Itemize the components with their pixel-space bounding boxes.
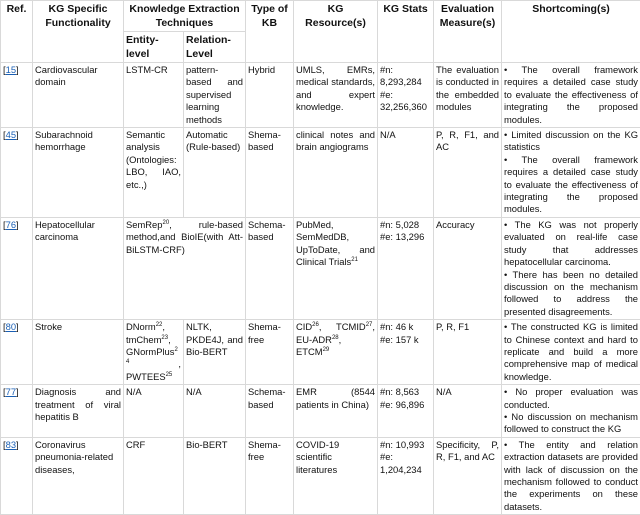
kb-type-cell: Shema-based — [246, 128, 294, 218]
stat-line: #e: 32,256,360 — [380, 89, 431, 114]
shortcomings-cell — [502, 437, 640, 514]
footnote-marker: 21 — [351, 257, 358, 263]
footnote-marker: 23 — [161, 334, 168, 340]
footnote-marker: 24 — [126, 347, 178, 365]
stat-line: #n: 8,563 — [380, 386, 431, 398]
text-segment: , PWTEES — [126, 358, 181, 381]
text-segment: PubMed, SemMedDB, UpToDate, and Clinical Trials — [296, 219, 375, 267]
text-segment: NLTK, PKDE4J, and Bio-BERT — [186, 321, 243, 357]
shortcoming-item: • Limited discussion on the KG statistics — [504, 129, 638, 154]
footnote-marker: 29 — [323, 347, 330, 353]
text-segment: LSTM-CR — [126, 64, 168, 75]
header-extraction: Knowledge Extraction Techniques — [124, 1, 246, 32]
stat-line: #e: 13,296 — [380, 231, 431, 243]
resources-cell — [294, 437, 378, 514]
relation-level-cell — [184, 63, 246, 128]
text-segment: CRF — [126, 439, 145, 450]
table-row — [1, 437, 640, 514]
evaluation-cell: N/A — [434, 385, 502, 438]
functionality-cell: Coronavirus pneumonia-related diseases, — [33, 437, 124, 514]
text-segment: Automatic (Rule-based) — [186, 129, 240, 152]
resources-cell — [294, 385, 378, 438]
kb-type-cell: Schema-based — [246, 385, 294, 438]
shortcoming-item: • There has been no detailed discussion on the mechanism followed to address the presented disagreements. — [504, 269, 638, 319]
kb-type-cell: Shema-free — [246, 320, 294, 385]
text-segment: N/A — [186, 386, 202, 397]
table-body — [1, 63, 640, 515]
text-segment: Semantic analysis (Ontologies: LBO, IAO, etc.,) — [126, 129, 181, 190]
header-shortcomings: Shortcoming(s) — [502, 1, 640, 63]
reference-link[interactable]: 80 — [6, 321, 16, 332]
reference-link[interactable]: 77 — [6, 386, 16, 397]
resources-cell — [294, 63, 378, 128]
text-segment: COVID-19 scientific literatures — [296, 439, 339, 475]
resources-cell — [294, 217, 378, 319]
reference-link[interactable]: 45 — [6, 129, 16, 140]
functionality-cell: Cardiovascular domain — [33, 63, 124, 128]
text-segment: , TCMID — [319, 321, 366, 332]
stat-line: #n: 46 k — [380, 321, 431, 333]
shortcoming-item: • The constructed KG is limited to Chinese context and hard to replicate and build a more comprehensive map of medical knowledge. — [504, 321, 638, 383]
text-segment: EMR (8544 patients in China) — [296, 386, 375, 409]
text-segment: pattern-based and supervised learning methods — [186, 64, 243, 125]
text-segment: DNorm — [126, 321, 156, 332]
header-entity: Entity-level — [124, 32, 184, 63]
stats-cell — [378, 63, 434, 128]
kb-type-cell: Schema-based — [246, 217, 294, 319]
ref-cell: [77] — [1, 385, 33, 438]
stat-line: #e: 96,896 — [380, 399, 431, 411]
stat-line: #e: 157 k — [380, 334, 431, 346]
shortcoming-item: • No proper evaluation was conducted. — [504, 386, 638, 411]
footnote-marker: 20 — [162, 220, 169, 226]
stat-line: #n: 10,993 — [380, 439, 431, 451]
shortcomings-cell — [502, 128, 640, 218]
header-functionality: KG Specific Functionality — [33, 1, 124, 63]
text-segment: N/A — [126, 386, 142, 397]
table-row — [1, 217, 640, 319]
header-resources: KG Resource(s) — [294, 1, 378, 63]
evaluation-cell: P, R, F1, and AC — [434, 128, 502, 218]
footnote-marker: 28 — [332, 334, 339, 340]
header-evaluation: Evaluation Measure(s) — [434, 1, 502, 63]
table-row — [1, 385, 640, 438]
stats-cell — [378, 320, 434, 385]
kb-type-cell: Hybrid — [246, 63, 294, 128]
text-segment: , ETCM — [296, 334, 341, 357]
footnote-marker: 26 — [312, 322, 319, 328]
relation-level-cell — [184, 320, 246, 385]
text-segment: , rule-based method,and BioIE(with Att-BiLSTM-CRF) — [126, 219, 243, 255]
shortcoming-item: • The overall framework requires a detailed case study to evaluate the effectiveness of integrating the proposed modules. — [504, 154, 638, 216]
evaluation-cell: Specificity, P, R, F1, and AC — [434, 437, 502, 514]
footnote-marker: 22 — [156, 322, 163, 328]
relation-level-cell — [184, 437, 246, 514]
stats-cell — [378, 437, 434, 514]
shortcomings-cell — [502, 63, 640, 128]
functionality-cell: Stroke — [33, 320, 124, 385]
reference-link[interactable]: 15 — [6, 64, 16, 75]
ref-cell: [15] — [1, 63, 33, 128]
shortcoming-item: • The KG was not properly evaluated on real-life case study that addresses hepatocellular carcinoma. — [504, 219, 638, 269]
evaluation-cell: The evaluation is conducted in the embedded modules — [434, 63, 502, 128]
stats-cell — [378, 128, 434, 218]
stat-line: 1,204,234 — [380, 464, 431, 476]
stats-cell — [378, 385, 434, 438]
text-segment: CID — [296, 321, 312, 332]
stat-line: #n: 5,028 — [380, 219, 431, 231]
table-row — [1, 320, 640, 385]
shortcoming-item: • The overall framework requires a detailed case study to evaluate the effectiveness of integrating the proposed modules. — [504, 64, 638, 126]
stat-line: N/A — [380, 129, 431, 141]
text-segment: , EU-ADR — [296, 321, 375, 344]
resources-cell — [294, 320, 378, 385]
reference-link[interactable]: 76 — [6, 219, 16, 230]
functionality-cell: Subarachnoid hemorrhage — [33, 128, 124, 218]
kb-type-cell: Shema-free — [246, 437, 294, 514]
shortcomings-cell — [502, 320, 640, 385]
extraction-cell — [124, 217, 246, 319]
header-type: Type of KB — [246, 1, 294, 63]
entity-level-cell — [124, 385, 184, 438]
functionality-cell: Diagnosis and treatment of viral hepatitis B — [33, 385, 124, 438]
table-row — [1, 63, 640, 128]
entity-level-cell — [124, 128, 184, 218]
header-stats: KG Stats — [378, 1, 434, 63]
text-segment: UMLS, EMRs, medical standards, and expert knowledge. — [296, 64, 375, 112]
shortcomings-cell — [502, 385, 640, 438]
functionality-cell: Hepatocellular carcinoma — [33, 217, 124, 319]
text-segment: clinical notes and brain angiograms — [296, 129, 375, 152]
table-row — [1, 128, 640, 218]
stats-cell — [378, 217, 434, 319]
ref-cell: [83] — [1, 437, 33, 514]
ref-cell: [80] — [1, 320, 33, 385]
header-ref: Ref. — [1, 1, 33, 63]
entity-level-cell — [124, 437, 184, 514]
text-segment: Bio-BERT — [186, 439, 228, 450]
relation-level-cell — [184, 385, 246, 438]
evaluation-cell: Accuracy — [434, 217, 502, 319]
reference-link[interactable]: 83 — [6, 439, 16, 450]
stat-line: #e: — [380, 451, 431, 463]
text-segment: , tmChem — [126, 321, 165, 344]
footnote-marker: 27 — [366, 322, 373, 328]
stat-line: #n: 8,293,284 — [380, 64, 431, 89]
shortcomings-cell — [502, 217, 640, 319]
entity-level-cell — [124, 320, 184, 385]
relation-level-cell — [184, 128, 246, 218]
footnote-marker: 25 — [166, 372, 173, 378]
entity-level-cell — [124, 63, 184, 128]
ref-cell: [45] — [1, 128, 33, 218]
evaluation-cell: P, R, F1 — [434, 320, 502, 385]
ref-cell: [76] — [1, 217, 33, 319]
text-segment: , GNormPlus — [126, 334, 174, 357]
resources-cell — [294, 128, 378, 218]
shortcoming-item: • No discussion on mechanism followed to construct the KG — [504, 411, 638, 436]
shortcoming-item: • The entity and relation extraction datasets are provided with lack of discussion on the mechanism followed to conduct the experiments on these datasets. — [504, 439, 638, 513]
text-segment: SemRep — [126, 219, 162, 230]
header-relation: Relation-Level — [184, 32, 246, 63]
